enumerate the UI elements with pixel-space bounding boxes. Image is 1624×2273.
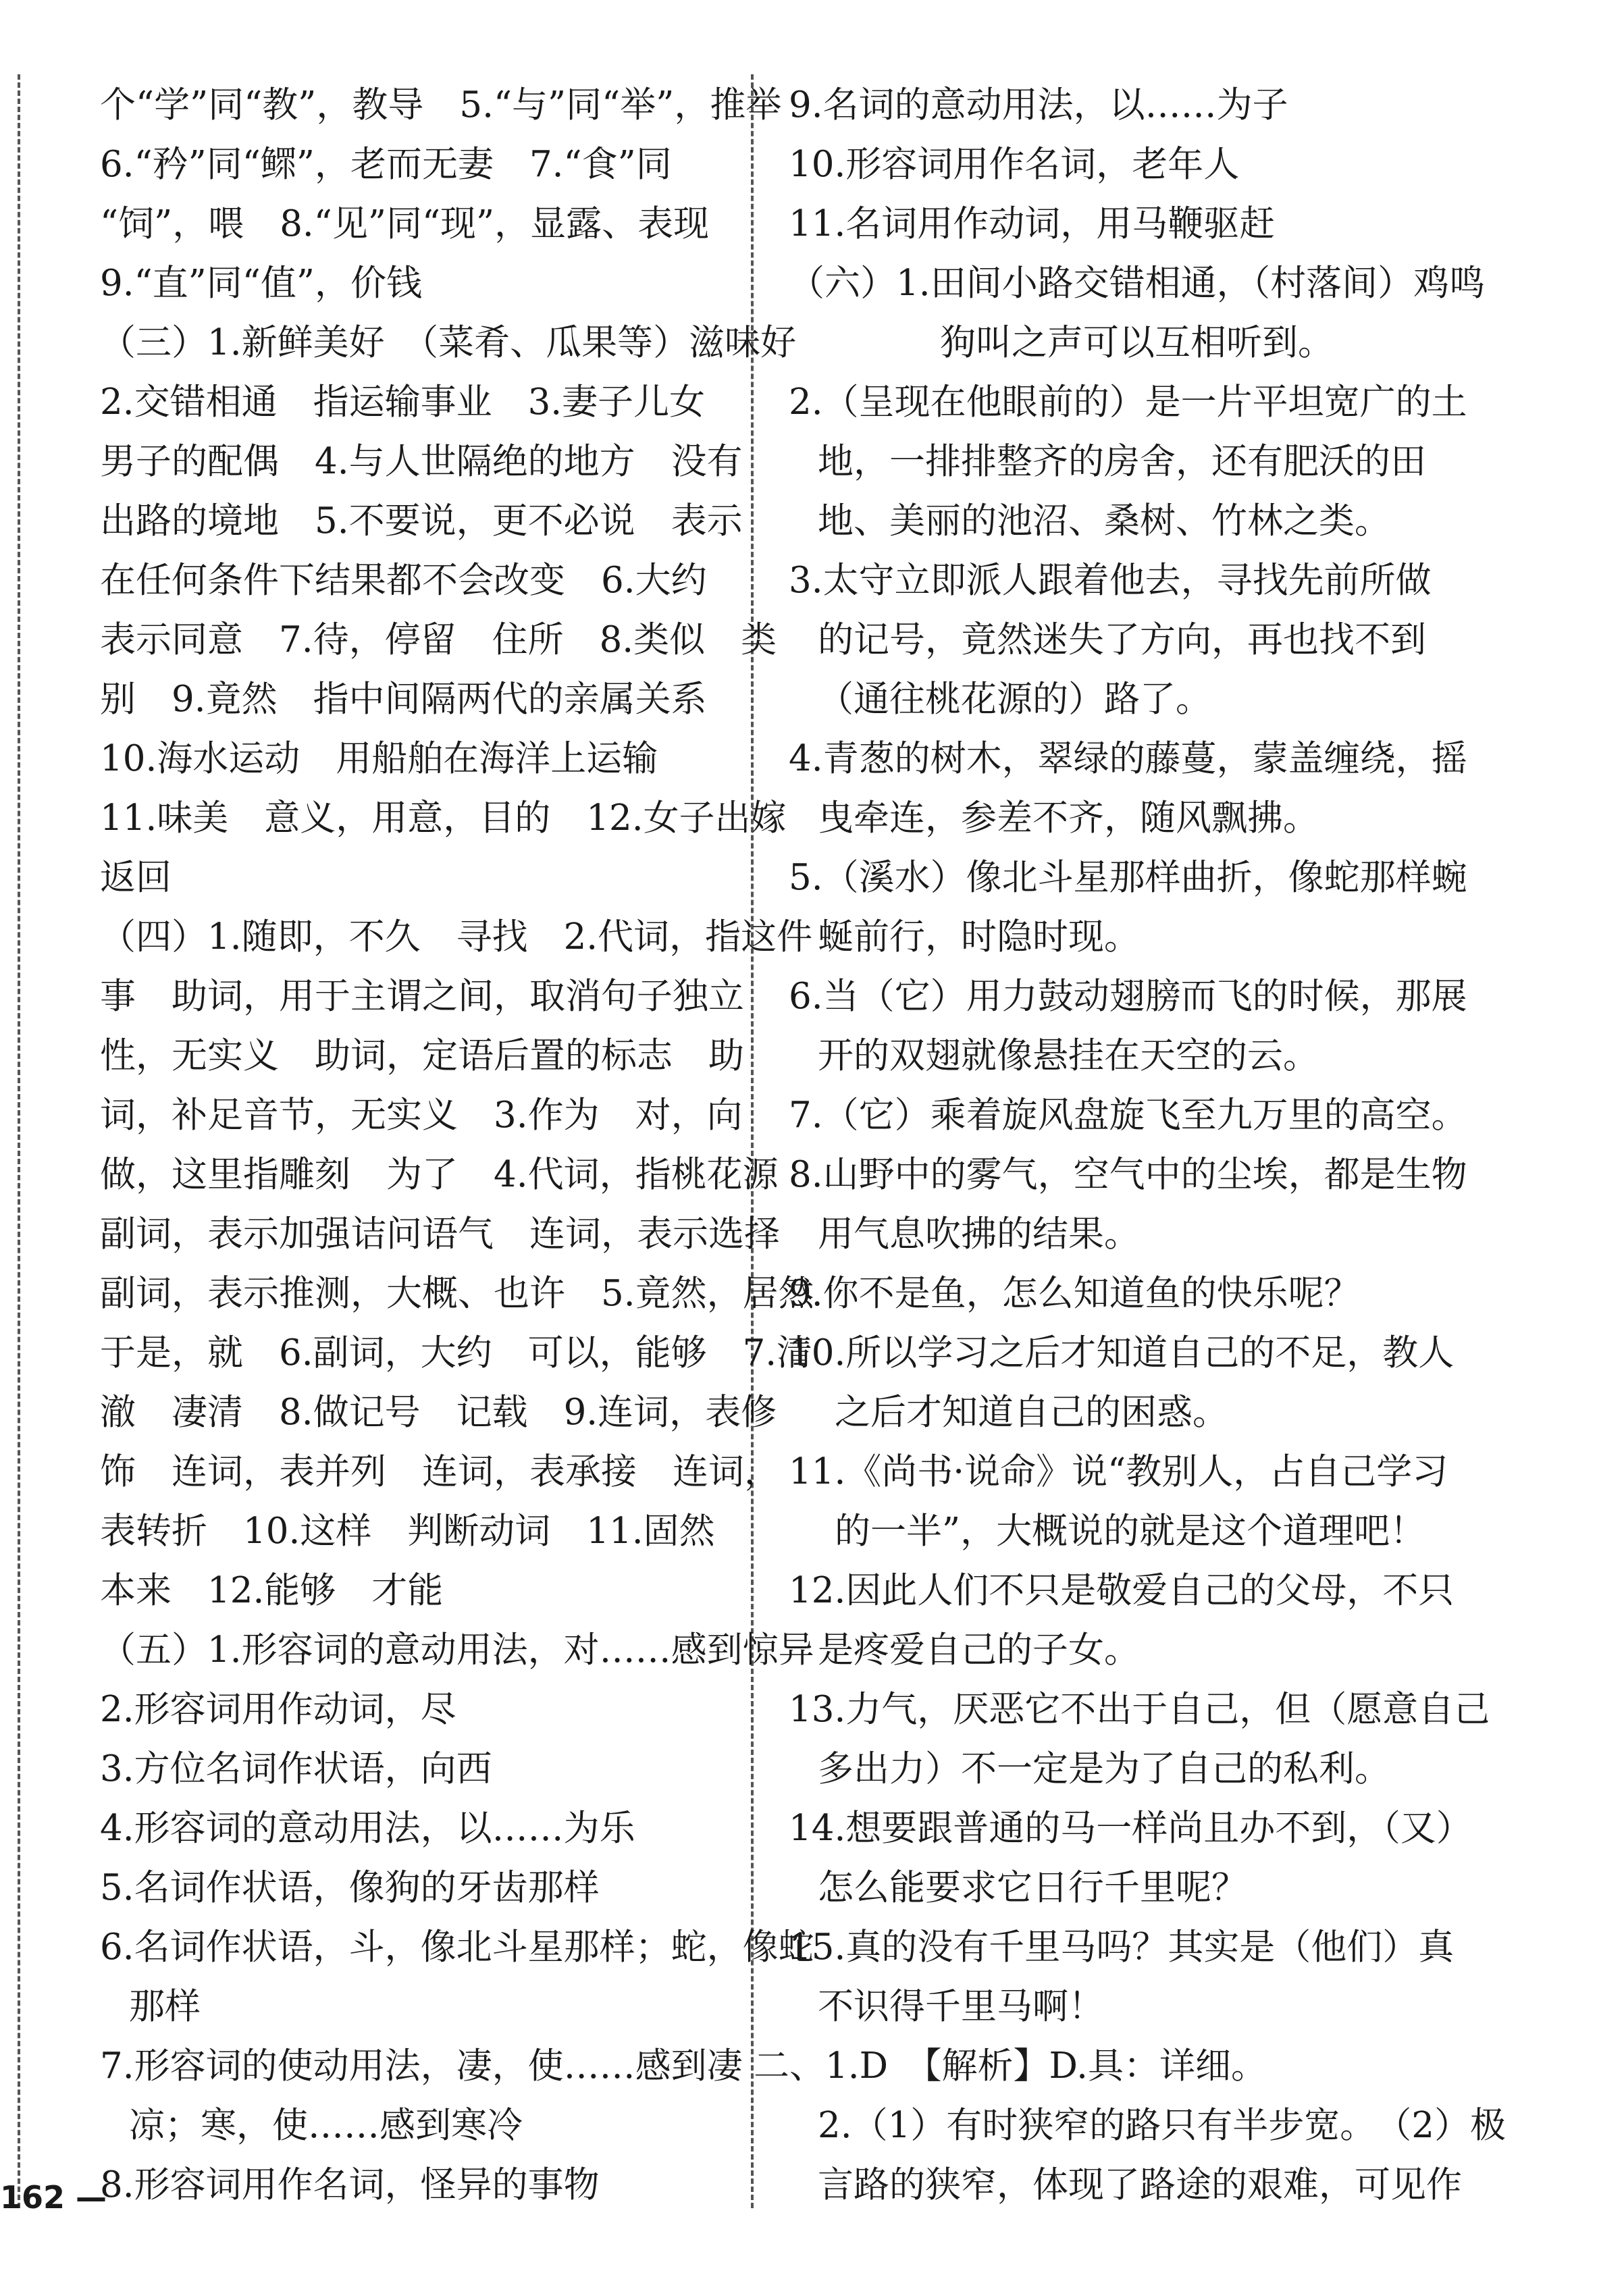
text-line: 在任何条件下结果都不会改变 6.大约	[100, 560, 707, 601]
text-line: 返回	[100, 857, 172, 898]
text-line: 词，补足音节，无实义 3.作为 对，向	[100, 1095, 743, 1136]
text-line: 二、1.D 【解析】D.具：详细。	[754, 2045, 1267, 2087]
text-line: 别 9.竟然 指中间隔两代的亲属关系	[100, 679, 707, 720]
text-line: （四）1.随即，不久 寻找 2.代词，指这件	[100, 916, 813, 958]
text-line: 6.“矜”同“鳏”，老而无妻 7.“食”同	[100, 144, 672, 185]
text-line: 12.因此人们不只是敬爱自己的父母，不只	[789, 1570, 1455, 1611]
text-line: 多出力）不一定是为了自己的私利。	[818, 1748, 1390, 1789]
text-line: 个“学”同“教”，教导 5.“与”同“举”，推举	[100, 84, 782, 126]
text-line: 副词，表示加强诘问语气 连词，表示选择	[100, 1213, 780, 1255]
text-line: 事 助词，用于主谓之间，取消句子独立	[100, 976, 744, 1017]
text-line: （三）1.新鲜美好 （菜肴、瓜果等）滋味好	[100, 322, 797, 363]
text-line: 用气息吹拂的结果。	[818, 1213, 1140, 1255]
left-column	[100, 76, 814, 2215]
page-number: 162 —	[0, 2179, 107, 2216]
text-line: 11.味美 意义，用意，目的 12.女子出嫁	[100, 798, 787, 839]
text-line: 那样	[129, 1986, 201, 2027]
text-line: 男子的配偶 4.与人世隔绝的地方 没有	[100, 441, 743, 482]
text-line: 7.（它）乘着旋风盘旋飞至九万里的高空。	[789, 1095, 1467, 1136]
text-line: 于是，就 6.副词，大约 可以，能够 7.清	[100, 1332, 813, 1374]
text-line: 的记号，竟然迷失了方向，再也找不到	[818, 619, 1426, 660]
text-line: 4.青葱的树木，翠绿的藤蔓，蒙盖缠绕，摇	[789, 738, 1467, 779]
text-line: 13.力气，厌恶它不出于自己，但（愿意自己	[789, 1689, 1490, 1730]
text-line: 2.（1）有时狭窄的路只有半步宽。 （2）极	[818, 2105, 1507, 2146]
text-line: 11.《尚书·说命》说“教别人，占自己学习	[789, 1451, 1448, 1492]
text-line: 2.（呈现在他眼前的）是一片平坦宽广的土	[789, 382, 1467, 423]
text-line: 9.名词的意动用法，以……为子	[789, 84, 1288, 126]
text-line: 7.形容词的使动用法，凄，使……感到凄	[100, 2045, 743, 2087]
text-line: 出路的境地 5.不要说，更不必说 表示	[100, 500, 743, 542]
text-line: 10.所以学习之后才知道自己的不足，教人	[789, 1332, 1455, 1374]
text-line: 6.名词作状语，斗，像北斗星那样；蛇，像蛇	[100, 1927, 814, 1968]
text-line: 开的双翅就像悬挂在天空的云。	[818, 1035, 1319, 1076]
text-line: （六）1.田间小路交错相通，（村落间）鸡鸣	[789, 263, 1486, 304]
text-line: （五）1.形容词的意动用法，对……感到惊异	[100, 1629, 814, 1671]
text-line: 言路的狭窄，体现了路途的艰难，可见作	[818, 2164, 1462, 2205]
text-line: 做，这里指雕刻 为了 4.代词，指桃花源	[100, 1154, 779, 1195]
text-line: 怎么能要求它日行千里呢？	[818, 1867, 1247, 1908]
text-line: 是疼爱自己的子女。	[818, 1629, 1140, 1671]
text-line: 蜒前行，时隐时现。	[818, 916, 1140, 958]
text-line: 凉；寒，使……感到寒冷	[129, 2105, 523, 2146]
text-line: 4.形容词的意动用法，以……为乐	[100, 1808, 635, 1849]
left-dashed-rule	[18, 74, 20, 2208]
text-line: 2.交错相通 指运输事业 3.妻子儿女	[100, 382, 706, 423]
text-line: 11.名词用作动词，用马鞭驱赶	[789, 203, 1276, 244]
text-line: 地、美丽的池沼、桑树、竹林之类。	[818, 500, 1390, 542]
text-line: 的一半”，大概说的就是这个道理吧！	[835, 1511, 1426, 1552]
text-line: 3.方位名词作状语，向西	[100, 1748, 492, 1789]
text-line: 2.形容词用作动词，尽	[100, 1689, 456, 1730]
text-line: 5.名词作状语，像狗的牙齿那样	[100, 1867, 600, 1908]
text-line: （通往桃花源的）路了。	[818, 679, 1211, 720]
column-divider	[751, 74, 754, 2208]
text-line: 地，一排排整齐的房舍，还有肥沃的田	[818, 441, 1426, 482]
text-line: 狗叫之声可以互相听到。	[940, 322, 1334, 363]
text-line: 副词，表示推测，大概、也许 5.竟然，居然	[100, 1273, 814, 1314]
text-line: 性，无实义 助词，定语后置的标志 助	[100, 1035, 744, 1076]
text-line: 本来 12.能够 才能	[100, 1570, 444, 1611]
text-line: 表示同意 7.待，停留 住所 8.类似 类	[100, 619, 777, 660]
text-line: 10.海水运动 用船舶在海洋上运输	[100, 738, 658, 779]
text-line: 15.真的没有千里马吗？其实是（他们）真	[789, 1927, 1455, 1968]
text-line: 9.“直”同“值”，价钱	[100, 263, 422, 304]
text-line: 6.当（它）用力鼓动翅膀而飞的时候，那展	[789, 976, 1467, 1017]
text-line: 3.太守立即派人跟着他去，寻找先前所做	[789, 560, 1432, 601]
text-line: 14.想要跟普通的马一样尚且办不到，（又）	[789, 1808, 1472, 1849]
text-line: 不识得千里马啊！	[818, 1986, 1104, 2027]
text-line: 5.（溪水）像北斗星那样曲折，像蛇那样蜿	[789, 857, 1467, 898]
text-line: “饲”，喂 8.“见”同“现”，显露、表现	[100, 203, 710, 244]
text-line: 9.你不是鱼，怎么知道鱼的快乐呢？	[789, 1273, 1360, 1314]
right-column	[754, 76, 1507, 2215]
text-line: 8.山野中的雾气，空气中的尘埃，都是生物	[789, 1154, 1467, 1195]
text-line: 之后才知道自己的困惑。	[835, 1392, 1228, 1433]
text-line: 饰 连词，表并列 连词，表承接 连词，	[100, 1451, 780, 1492]
text-line: 表转折 10.这样 判断动词 11.固然	[100, 1511, 715, 1552]
text-line: 10.形容词用作名词，老年人	[789, 144, 1240, 185]
text-line: 8.形容词用作名词，怪异的事物	[100, 2164, 600, 2205]
text-line: 曳牵连，参差不齐，随风飘拂。	[818, 798, 1319, 839]
text-line: 澈 凄清 8.做记号 记载 9.连词，表修	[100, 1392, 777, 1433]
